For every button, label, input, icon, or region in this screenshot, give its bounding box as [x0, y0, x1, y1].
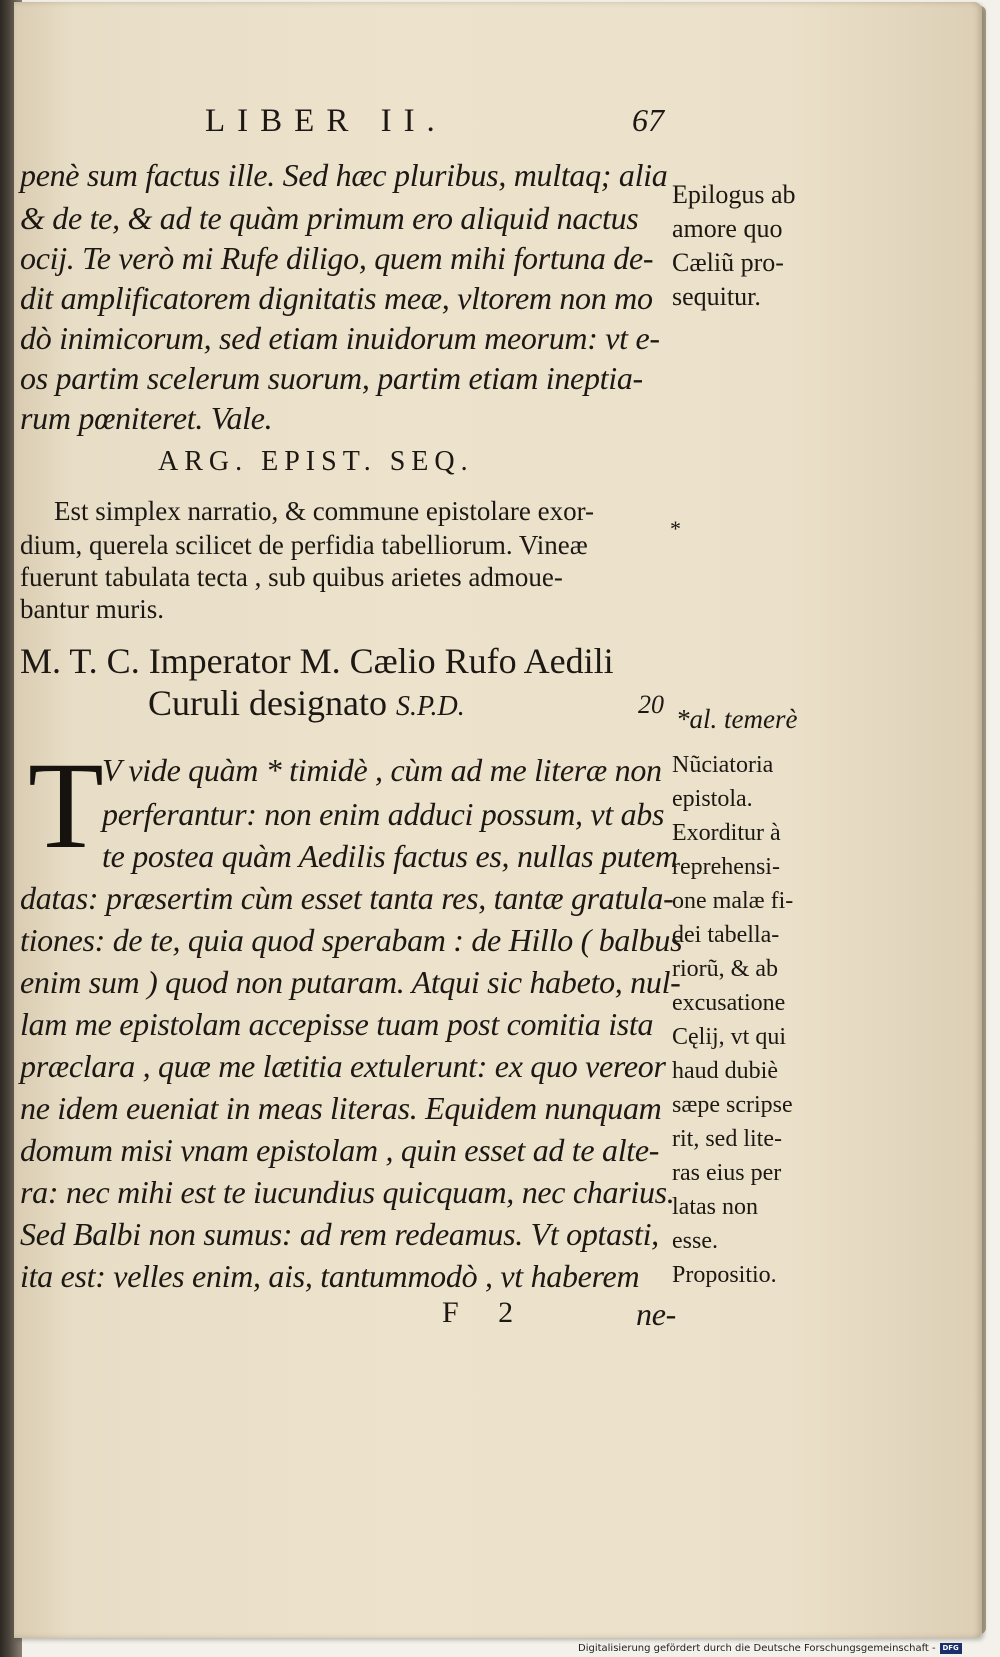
- letter-number: 20: [638, 690, 664, 719]
- text-line: Sed Balbi non sumus: ad rem redeamus. Vt optasti,: [20, 1216, 659, 1252]
- margin-note-line: amore quo: [672, 214, 783, 243]
- margin-note-line: ras eius per: [672, 1160, 782, 1186]
- text-line: penè sum factus ille. Sed hæc pluribus, multaq; alia: [20, 157, 668, 193]
- text-line: lam me epistolam accepisse tuam post comitia ista: [20, 1006, 654, 1042]
- drop-cap: T: [28, 737, 104, 874]
- text-line: te postea quàm Aedilis factus es, nullas putem: [102, 838, 678, 874]
- margin-note-line: esse.: [672, 1228, 718, 1254]
- text-line: ra: nec mihi est te iucundius quicquam, nec charius.: [20, 1174, 675, 1210]
- margin-note-line: Epilogus ab: [672, 180, 796, 209]
- text-line: perferantur: non enim adduci possum, vt abs: [102, 796, 665, 832]
- salutation-abbrev: S.P.D.: [395, 691, 465, 722]
- dfg-logo-icon: DFG: [940, 1643, 962, 1654]
- credit-text: Digitalisierung gefördert durch die Deutsche Forschungsgemeinschaft -: [578, 1642, 936, 1654]
- catchword: ne-: [636, 1296, 676, 1332]
- text-line: & de te, & ad te quàm primum ero aliquid nactus: [20, 200, 639, 236]
- text-line: dit amplificatorem dignitatis meæ, vltorem non mo: [20, 280, 653, 316]
- text-line: tiones: de te, quia quod sperabam : de Hillo ( balbus: [20, 922, 683, 958]
- running-head: LIBER II.: [205, 103, 447, 139]
- text-line: enim sum ) quod non putaram. Atqui sic habeto, nul-: [20, 964, 681, 1000]
- salutation-line: M. T. C. Imperator M. Cælio Rufo Aedili: [20, 641, 614, 681]
- margin-note-line: Nũciatoria: [672, 752, 774, 778]
- margin-note-line: haud dubiè: [672, 1058, 778, 1084]
- digitization-credit: [578, 1641, 996, 1655]
- argument-heading: ARG. EPIST. SEQ.: [158, 446, 474, 477]
- margin-note: [672, 748, 793, 1292]
- text-line: rum pœniteret. Vale.: [20, 400, 273, 436]
- margin-note-line: Exorditur à: [672, 820, 781, 846]
- margin-note-line: excusatione: [672, 990, 786, 1016]
- margin-note-line: latas non: [672, 1194, 758, 1220]
- argument-line: dium, querela scilicet de perfidia tabelliorum. Vineæ: [20, 530, 588, 560]
- margin-note: [672, 178, 796, 314]
- margin-note-line: Cęlij, vt qui: [672, 1024, 786, 1050]
- margin-note-line: Cæliũ pro-: [672, 248, 784, 277]
- folio-number: 67: [632, 102, 664, 138]
- margin-note-line: rit, sed lite-: [672, 1126, 782, 1152]
- text-line: V vide quàm * timidè , cùm ad me literæ non: [102, 752, 662, 788]
- margin-note-line: one malæ fi-: [672, 888, 794, 914]
- text-line: os partim scelerum suorum, partim etiam ineptia-: [20, 360, 643, 396]
- text-line: præclara , quæ me lætitia extulerunt: ex quo vereor: [20, 1048, 666, 1084]
- margin-note-line: epistola.: [672, 786, 753, 812]
- text-line: ita est: velles enim, ais, tantummodò , vt haberem: [20, 1258, 640, 1294]
- variant-reading: *al. temerè: [676, 704, 798, 734]
- salutation-text: Curuli designato: [148, 683, 396, 723]
- margin-note-line: sæpe scripse: [672, 1092, 793, 1118]
- asterisk-mark: *: [670, 516, 681, 541]
- text-line: domum misi vnam epistolam , quin esset ad te alte-: [20, 1132, 660, 1168]
- salutation-line: [148, 682, 465, 724]
- margin-note-line: dei tabella-: [672, 922, 780, 948]
- signature-mark: F 2: [442, 1296, 530, 1329]
- margin-note-line: riorũ, & ab: [672, 956, 778, 982]
- text-line: ocij. Te verò mi Rufe diligo, quem mihi fortuna de-: [20, 240, 654, 276]
- argument-line: Est simplex narratio, & commune epistolare exor-: [54, 496, 595, 526]
- argument-line: bantur muris.: [20, 594, 164, 624]
- text-line: datas: præsertim cùm esset tanta res, tantæ gratula-: [20, 880, 674, 916]
- text-line: dò inimicorum, sed etiam inuidorum meorum: vt e-: [20, 320, 660, 356]
- margin-note-line: reprehensi-: [672, 854, 780, 880]
- text-line: ne idem eueniat in meas literas. Equidem nunquam: [20, 1090, 662, 1126]
- margin-note-line: sequitur.: [672, 282, 761, 311]
- argument-line: fuerunt tabulata tecta , sub quibus arietes admoue-: [20, 562, 563, 592]
- margin-note-line: Propositio.: [672, 1262, 777, 1288]
